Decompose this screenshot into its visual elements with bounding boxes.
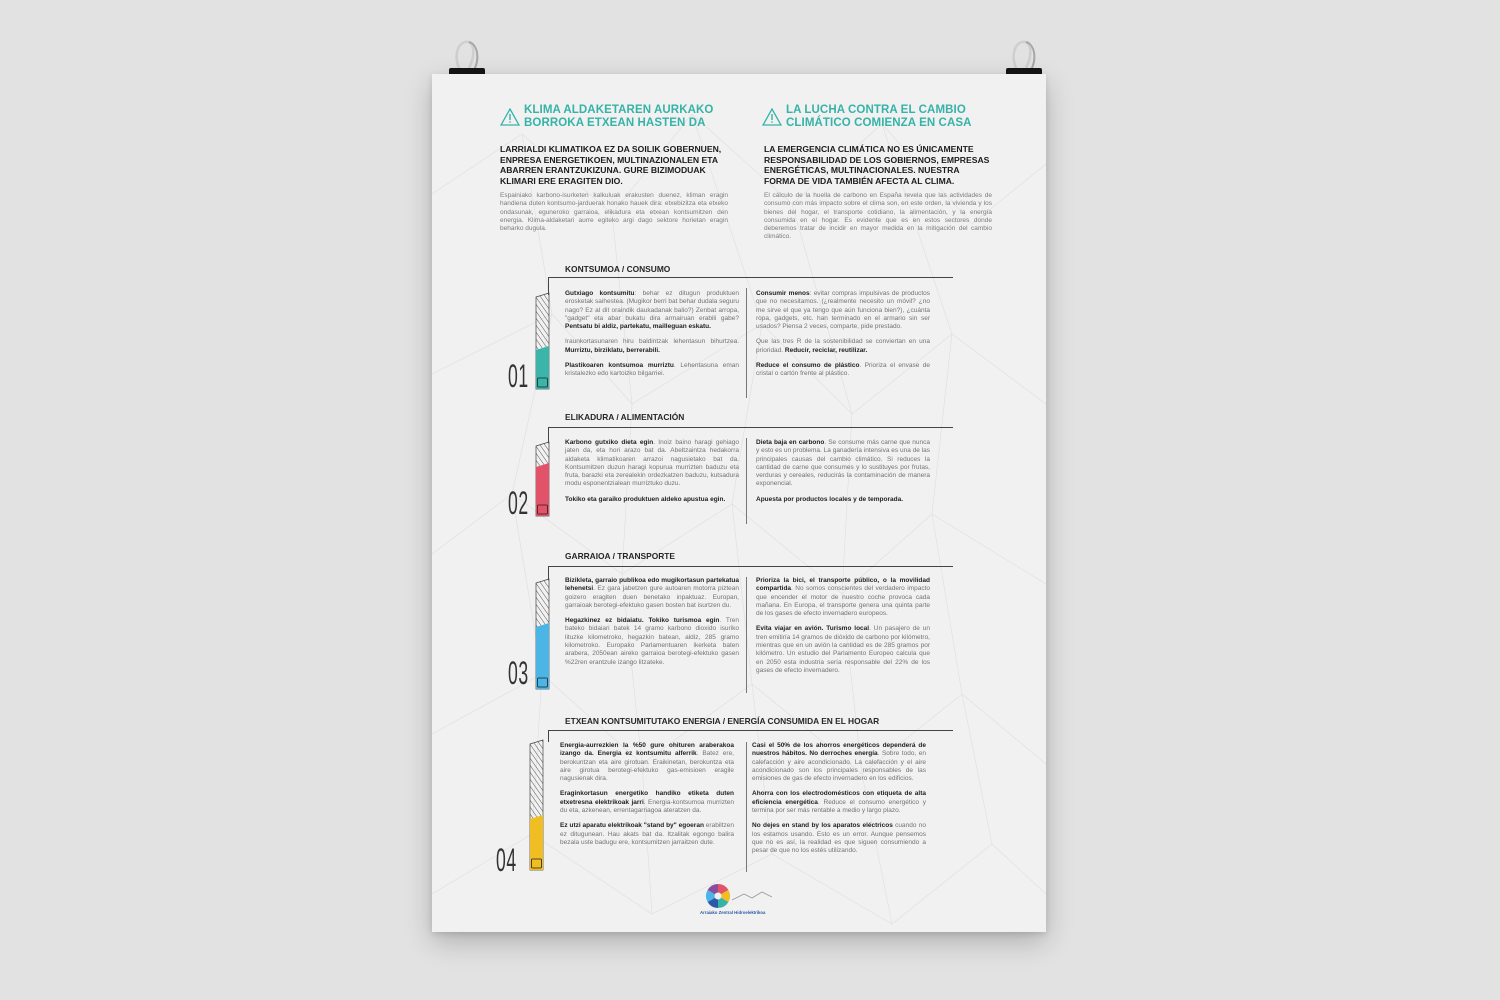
paragraph-emphasis: Evita viajar en avión. Turismo local [756, 625, 870, 633]
paragraph [756, 577, 930, 618]
paragraph-text: . Ez gara jabetzen gure autoaren motorra piztean goizero eragiten duen benetako inpaktuaz. Europan, garraioak berotegi-efektuko gasen bosten bat isurtzen du. [565, 585, 739, 609]
bar-fill [536, 463, 549, 516]
section-rule [548, 277, 953, 278]
paragraph-emphasis: Murriztu, birziklatu, berrerabili. [565, 346, 660, 354]
paragraph [565, 577, 739, 610]
paragraph-text: . Energia-kontsumoa murrizten du eta, azkenean, errentagarriagoa ateratzen da. [560, 798, 735, 815]
column-eu [565, 439, 739, 511]
paragraph-text: . Inoiz baino haragi gehiago jaten da, eta hori arazo bat da. Abeltzaintza hedakorra aldaketa klimatikoaren arrazoi nagusietako bat da. Kontsumitzen duzun haragi kopurua murrizten baduzu eta fruta, barazki eta zerealekin ordezkatzen baduzu, kutsadura modu esponentzialean murriztuko duzu. [565, 439, 739, 488]
section-rule [548, 566, 953, 567]
lead-eu: LARRIALDI KLIMATIKOA EZ DA SOILIK GOBERNUEN, ENPRESA ENERGETIKOEN, MULTINAZIONALEN ETA ABARREN ERANTZUKIZUNA. GURE BIZIMODUAK KLIMARI ERE ERAGITEN DIO. [500, 144, 722, 186]
section-rule-vertical [548, 730, 549, 742]
paragraph-text: . Un pasajero de un tren emitiría 14 gramos de dióxido de carbono por kilómetro, mientras que en un avión la cantidad es de 285 gramos por kilómetro. Un estudio del Parlamento Europeo calcula que en 2050 esta industria sería responsable del 22% de los gases de efecto invernadero. [756, 625, 930, 674]
paragraph-emphasis: Tokiko eta garaiko produktuen aldeko apustua egin. [565, 495, 726, 503]
warning-icon [500, 108, 520, 126]
paragraph-emphasis: No dejes en stand by los aparatos eléctricos [752, 822, 893, 830]
section-rule [548, 730, 953, 731]
paragraph-emphasis: Karbono gutxiko dieta egin [565, 439, 654, 446]
paragraph-emphasis: Consumir menos [756, 290, 810, 297]
paragraph-text: . Prioriza el envase de cristal o cartón frente al plástico. [756, 362, 930, 378]
logo-text: Arraiako Zentral Hidroelektrikoa [700, 910, 766, 915]
bar-fill [530, 815, 543, 870]
paragraph-emphasis: Reducir, reciclar, reutilizar. [784, 346, 868, 354]
level-bar-3 [532, 571, 552, 691]
column-es [756, 439, 930, 511]
paragraph-text: . Reduce el consumo energético y termina por ser más rentable a medio y largo plazo. [752, 798, 927, 815]
paragraph [565, 496, 739, 504]
paragraph [560, 790, 734, 815]
paragraph-text: . Sobre todo, en calefacción y aire acondicionado. La calefacción y el aire acondicionado son los principales responsables de las emisiones de gas de efecto invernadero en los edificios. [752, 750, 926, 783]
paragraph [560, 822, 734, 847]
paragraph-text: . Batez ere, berokuntzan eta aire girotuan. Eraikinetan, berokuntza eta aire girotua berotegi-efektuko gas-emisioen eragile nagusienak dira. [560, 750, 734, 783]
paragraph [756, 362, 930, 379]
paragraph-emphasis: Prioriza la bici, el transporte público, o la movilidad compartida [756, 577, 930, 593]
paragraph-emphasis: Plastikoaren kontsumoa murriztu [565, 362, 674, 370]
intro-es: El cálculo de la huella de carbono en España revela que las actividades de consumo con más impacto sobre el clima son, en este orden, la vivienda y los bienes del hogar, el transporte cotidiano, la alimentación, y la energía consumida en el hogar. Es evidente que es en estos sectores donde deberemos tratar de incidir en mayor medida en la mitigación del cambio climático. [764, 192, 992, 241]
paragraph-emphasis: Apuesta por productos locales y de temporada. [756, 495, 904, 503]
section-energia [432, 716, 1046, 876]
column-divider [746, 438, 747, 524]
section-number: 04 [496, 842, 517, 878]
section-consumo [432, 264, 1046, 404]
section-transporte [432, 551, 1046, 696]
header-title-es: LA LUCHA CONTRA EL CAMBIO CLIMÁTICO COMIENZA EN CASA [786, 104, 972, 129]
paragraph [565, 617, 739, 667]
paragraph [752, 742, 926, 783]
paragraph [752, 790, 926, 815]
section-alimentacion [432, 412, 1046, 522]
column-eu [560, 742, 734, 854]
column-eu [565, 577, 739, 674]
level-bar-2 [532, 434, 552, 518]
paragraph-text: Iraunkortasunaren hiru baldintzak lehentasun bihurtzea. [565, 338, 739, 346]
paragraph-text: : behar ez ditugun produktuen erosketak saihestea. (Mugikor berri bat behar dudala seguru nago? Ez al dit oraindik daukadanak balio?) Zenbat arropa, "gadget" eta abar bukatu dira armairuan erabili gabe? [565, 290, 740, 322]
bar-fill [536, 346, 549, 389]
paragraph [756, 439, 930, 489]
paragraph-emphasis: Pentsatu bi aldiz, partekatu, mailleguan eskatu. [565, 323, 711, 331]
paragraph [756, 290, 930, 331]
column-es [752, 742, 926, 863]
level-bar-4 [526, 732, 546, 872]
section-number: 02 [508, 485, 529, 521]
paragraph [560, 742, 734, 783]
section-number: 03 [508, 655, 529, 691]
level-bar-1 [532, 285, 552, 391]
paragraph-text: . Se consume más carne que nunca y esto es un problema. La ganadería intensiva es una de las principales causas del cambio climático. Si reduces la cantidad de carne que consumes y lo sustituyes por frutas, verduras y cereales, reducirás la contaminación de manera exponencial. [756, 439, 930, 488]
paragraph-emphasis: Ahorra con los electrodomésticos con etiqueta de alta eficiencia energética [752, 790, 926, 806]
section-title: KONTSUMOA / CONSUMO [565, 264, 671, 274]
column-divider [746, 288, 747, 398]
paragraph [565, 338, 739, 355]
paragraph-text: . Tren bateko bidaiari batek 14 gramo karbono dioxido isuriko lituzke kilometroko, hegazkin batean, aldiz, 285 gramo kilometroko. Europako Parlamentuaren ikerketa baten arabera, 2050ean aireko garraioa berotegi-efektuko gasen %22ren erantzule izango litzateke. [565, 617, 740, 666]
section-number: 01 [508, 358, 529, 394]
paragraph [756, 496, 930, 504]
paragraph [756, 338, 930, 355]
intro-eu: Espainiako karbono-isurketen kalkuluak erakusten duenez, kliman eragin handiena duten kontsumo-jarduerak honako hauek dira: etxebizitza eta etxeko ondasunak, eguneroko garraioa, elikadura eta etxean kontsumitzen den energia. Klima-aldaketari aurre egiteko argi dago sektore horietan eragin beharko dugula. [500, 192, 728, 233]
paragraph-text: cuando no los estamos usando. Esto es un error. Aunque pensemos que no es así, la realidad es que siguen consumiendo a pesar de que no los estés utilizando. [752, 822, 926, 855]
paragraph-text: . No somos conscientes del verdadero impacto que encender el motor de nuestro coche provoca cada mañana. En Europa, el transporte genera una quinta parte de los gases de efecto invernadero europeos. [756, 585, 930, 618]
paragraph-text: . Lehentasuna eman kristalezko edo kartoizko bilgarriei. [565, 362, 739, 378]
paragraph-emphasis: Energia-aurrezkien la %50 gure ohituren araberakoa izango da. Energia ez kontsumitu alferrik [560, 742, 734, 758]
paragraph-emphasis: Reduce el consumo de plástico [756, 362, 860, 370]
paragraph [565, 362, 739, 379]
header-title-eu: KLIMA ALDAKETAREN AURKAKO BORROKA ETXEAN HASTEN DA [524, 104, 714, 129]
section-rule [548, 427, 953, 428]
warning-icon [762, 108, 782, 126]
paragraph [565, 439, 739, 489]
section-title: GARRAIOA / TRANSPORTE [565, 551, 675, 561]
paragraph-text: erabiltzen ez ditugunean. Hau akats bat da. Itzalitak egongo balira bezala uste badugu ere, kontsumitzen jarraitzen dute. [560, 822, 734, 846]
poster [432, 74, 1046, 932]
paragraph-emphasis: Bizikleta, garraio publikoa edo mugikortasun partekatua lehenetsi [565, 577, 739, 593]
paragraph-emphasis: Casi el 50% de los ahorros energéticos dependerá de nuestros hábitos. No derroches energía [752, 742, 926, 758]
paragraph-emphasis: Dieta baja en carbono [756, 439, 825, 446]
paragraph-emphasis: Hegazkinez ez bidaiatu. Tokiko turismoa egin [565, 617, 720, 625]
section-title: ELIKADURA / ALIMENTACIÓN [565, 412, 685, 422]
paragraph-text: : evitar compras impulsivas de productos que no necesitamos. (¿realmente necesito un móvil? ¿no me sirve el que ya tengo que aún funciona bien?), ¿cuánta ropa, gadgets, etc. han terminado en el armario sin ser usados? Piensa 2 veces, comparte, pide prestado. [756, 290, 931, 331]
column-divider [746, 742, 747, 872]
section-title: ETXEAN KONTSUMITUTAKO ENERGIA / ENERGÍA CONSUMIDA EN EL HOGAR [565, 716, 880, 726]
hydro-wheel-logo [700, 882, 790, 910]
paragraph [565, 290, 739, 331]
lead-es: LA EMERGENCIA CLIMÁTICA NO ES ÚNICAMENTE RESPONSABILIDAD DE LOS GOBIERNOS, EMPRESAS ENERGÉTICAS, MULTINACIONALES. NUESTRA FORMA DE VIDA TAMBIÉN AFECTA AL CLIMA. [764, 144, 990, 186]
column-es [756, 577, 930, 682]
bar-fill [536, 623, 549, 689]
paragraph-text: Que las tres R de la sostenibilidad se conviertan en una prioridad. [756, 338, 930, 354]
paragraph [752, 822, 926, 855]
footer-logo [700, 882, 790, 922]
column-es [756, 290, 930, 386]
paragraph-emphasis: Eraginkortasun energetiko handiko etiketa duten etxetresna elektrikoak jarri [560, 790, 734, 806]
column-eu [565, 290, 739, 386]
paragraph [756, 625, 930, 675]
column-divider [746, 577, 747, 693]
paragraph-emphasis: Gutxiago kontsumitu [565, 290, 635, 297]
paragraph-emphasis: Ez utzi aparatu elektrikoak "stand by" egoeran [560, 822, 704, 830]
